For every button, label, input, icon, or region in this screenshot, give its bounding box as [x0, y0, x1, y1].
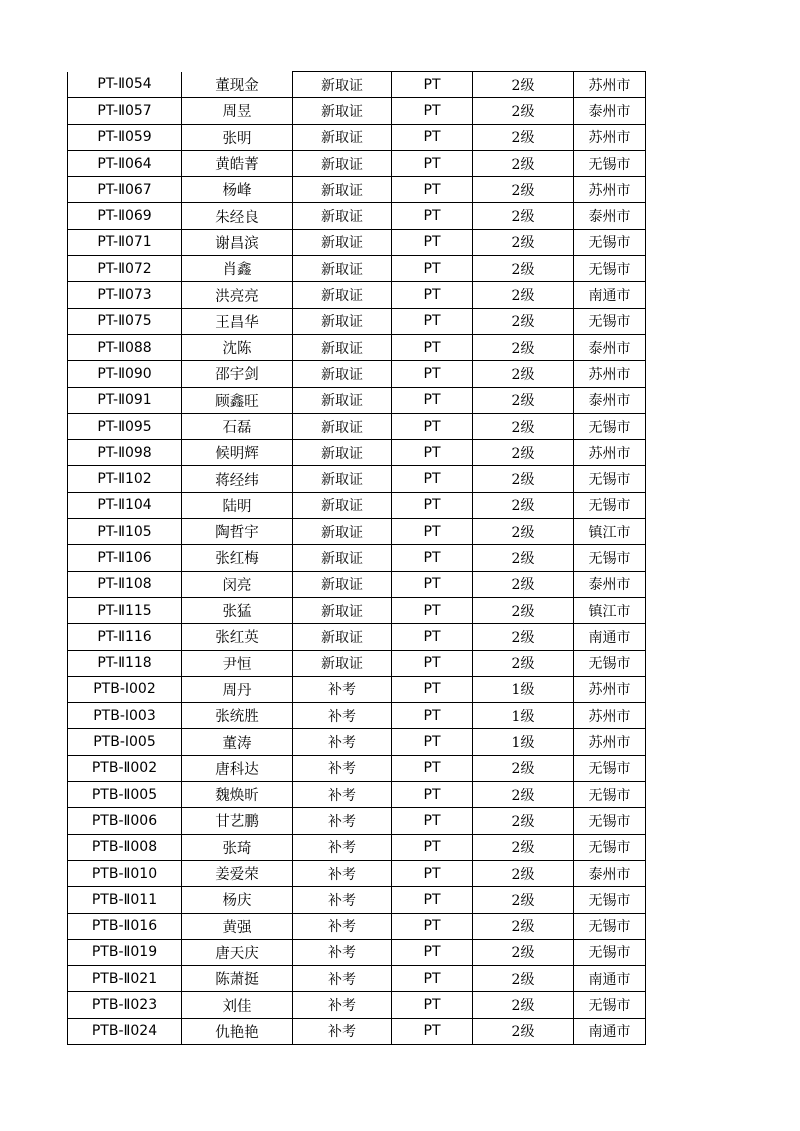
- city-cell: 无锡市: [574, 308, 646, 334]
- level-cell: 2级: [473, 203, 574, 229]
- candidate-code-cell: PTB-Ⅰ003: [68, 703, 182, 729]
- city-cell: 无锡市: [574, 755, 646, 781]
- candidate-name-cell: 刘佳: [182, 992, 293, 1018]
- exam-type-cell: 新取证: [293, 229, 392, 255]
- candidate-name-cell: 邵宇剑: [182, 361, 293, 387]
- candidate-name-cell: 蒋经纬: [182, 466, 293, 492]
- level-cell: 2级: [473, 177, 574, 203]
- candidate-name-cell: 洪亮亮: [182, 282, 293, 308]
- city-cell: 无锡市: [574, 650, 646, 676]
- city-cell: 苏州市: [574, 703, 646, 729]
- city-cell: 无锡市: [574, 229, 646, 255]
- city-cell: 镇江市: [574, 519, 646, 545]
- level-cell: 2级: [473, 124, 574, 150]
- table-row: [68, 729, 646, 755]
- level-cell: 2级: [473, 361, 574, 387]
- exam-type-cell: 新取证: [293, 545, 392, 571]
- table-row: [68, 571, 646, 597]
- level-cell: 2级: [473, 229, 574, 255]
- level-cell: 2级: [473, 834, 574, 860]
- level-cell: 2级: [473, 492, 574, 518]
- level-cell: 1级: [473, 703, 574, 729]
- exam-type-cell: 补考: [293, 808, 392, 834]
- table-row: [68, 966, 646, 992]
- level-cell: 2级: [473, 887, 574, 913]
- method-cell: PT: [392, 413, 473, 439]
- candidate-name-cell: 石磊: [182, 413, 293, 439]
- candidate-name-cell: 仇艳艳: [182, 1018, 293, 1044]
- level-cell: 2级: [473, 597, 574, 623]
- city-cell: 无锡市: [574, 939, 646, 965]
- city-cell: 无锡市: [574, 150, 646, 176]
- candidate-name-cell: 陈萧挺: [182, 966, 293, 992]
- level-cell: 2级: [473, 939, 574, 965]
- candidate-name-cell: 闵亮: [182, 571, 293, 597]
- candidate-name-cell: 董现金: [182, 72, 293, 98]
- table-row: [68, 860, 646, 886]
- candidate-name-cell: 张猛: [182, 597, 293, 623]
- level-cell: 1级: [473, 676, 574, 702]
- exam-type-cell: 补考: [293, 992, 392, 1018]
- candidate-name-cell: 唐科达: [182, 755, 293, 781]
- method-cell: PT: [392, 729, 473, 755]
- candidate-name-cell: 张琦: [182, 834, 293, 860]
- table-row: [68, 308, 646, 334]
- candidate-code-cell: PT-Ⅱ115: [68, 597, 182, 623]
- city-cell: 无锡市: [574, 913, 646, 939]
- table-row: [68, 887, 646, 913]
- table-row: [68, 1018, 646, 1044]
- city-cell: 南通市: [574, 624, 646, 650]
- method-cell: PT: [392, 177, 473, 203]
- city-cell: 泰州市: [574, 571, 646, 597]
- level-cell: 2级: [473, 1018, 574, 1044]
- table-row: [68, 597, 646, 623]
- table-row: [68, 492, 646, 518]
- candidate-name-cell: 沈陈: [182, 334, 293, 360]
- method-cell: PT: [392, 124, 473, 150]
- method-cell: PT: [392, 992, 473, 1018]
- table-row: [68, 256, 646, 282]
- roster-table: [67, 71, 646, 1045]
- candidate-name-cell: 顾鑫旺: [182, 387, 293, 413]
- candidate-code-cell: PTB-Ⅱ010: [68, 860, 182, 886]
- table-row: [68, 282, 646, 308]
- table-row: [68, 334, 646, 360]
- level-cell: 2级: [473, 466, 574, 492]
- level-cell: 2级: [473, 545, 574, 571]
- candidate-name-cell: 陶哲宇: [182, 519, 293, 545]
- candidate-name-cell: 周丹: [182, 676, 293, 702]
- city-cell: 无锡市: [574, 492, 646, 518]
- city-cell: 南通市: [574, 966, 646, 992]
- table-row: [68, 519, 646, 545]
- method-cell: PT: [392, 98, 473, 124]
- table-row: [68, 913, 646, 939]
- candidate-name-cell: 陆明: [182, 492, 293, 518]
- table-row: [68, 229, 646, 255]
- city-cell: 无锡市: [574, 413, 646, 439]
- method-cell: PT: [392, 334, 473, 360]
- method-cell: PT: [392, 387, 473, 413]
- city-cell: 无锡市: [574, 545, 646, 571]
- method-cell: PT: [392, 834, 473, 860]
- exam-type-cell: 新取证: [293, 308, 392, 334]
- method-cell: PT: [392, 624, 473, 650]
- exam-type-cell: 补考: [293, 1018, 392, 1044]
- table-row: [68, 703, 646, 729]
- level-cell: 2级: [473, 860, 574, 886]
- candidate-code-cell: PTB-Ⅱ023: [68, 992, 182, 1018]
- table-row: [68, 124, 646, 150]
- exam-type-cell: 新取证: [293, 150, 392, 176]
- level-cell: 2级: [473, 440, 574, 466]
- exam-type-cell: 新取证: [293, 124, 392, 150]
- candidate-code-cell: PT-Ⅱ067: [68, 177, 182, 203]
- candidate-code-cell: PT-Ⅱ054: [68, 72, 182, 98]
- city-cell: 无锡市: [574, 466, 646, 492]
- candidate-code-cell: PTB-Ⅱ006: [68, 808, 182, 834]
- candidate-code-cell: PT-Ⅱ073: [68, 282, 182, 308]
- level-cell: 2级: [473, 519, 574, 545]
- candidate-name-cell: 肖鑫: [182, 256, 293, 282]
- candidate-code-cell: PT-Ⅱ098: [68, 440, 182, 466]
- exam-type-cell: 补考: [293, 860, 392, 886]
- table-row: [68, 650, 646, 676]
- candidate-code-cell: PT-Ⅱ057: [68, 98, 182, 124]
- city-cell: 镇江市: [574, 597, 646, 623]
- exam-type-cell: 新取证: [293, 492, 392, 518]
- exam-type-cell: 补考: [293, 729, 392, 755]
- exam-type-cell: 新取证: [293, 413, 392, 439]
- candidate-name-cell: 董涛: [182, 729, 293, 755]
- city-cell: 无锡市: [574, 992, 646, 1018]
- level-cell: 1级: [473, 729, 574, 755]
- method-cell: PT: [392, 72, 473, 98]
- method-cell: PT: [392, 939, 473, 965]
- table-row: [68, 466, 646, 492]
- table-row: [68, 440, 646, 466]
- candidate-code-cell: PTB-Ⅱ016: [68, 913, 182, 939]
- city-cell: 苏州市: [574, 676, 646, 702]
- candidate-name-cell: 王昌华: [182, 308, 293, 334]
- table-row: [68, 992, 646, 1018]
- method-cell: PT: [392, 361, 473, 387]
- method-cell: PT: [392, 519, 473, 545]
- candidate-code-cell: PTB-Ⅱ019: [68, 939, 182, 965]
- level-cell: 2级: [473, 150, 574, 176]
- candidate-name-cell: 张统胜: [182, 703, 293, 729]
- candidate-code-cell: PTB-Ⅱ005: [68, 782, 182, 808]
- method-cell: PT: [392, 492, 473, 518]
- method-cell: PT: [392, 676, 473, 702]
- exam-type-cell: 补考: [293, 966, 392, 992]
- candidate-code-cell: PT-Ⅱ088: [68, 334, 182, 360]
- table-row: [68, 808, 646, 834]
- candidate-name-cell: 张红英: [182, 624, 293, 650]
- city-cell: 南通市: [574, 1018, 646, 1044]
- candidate-name-cell: 候明辉: [182, 440, 293, 466]
- method-cell: PT: [392, 256, 473, 282]
- candidate-code-cell: PTB-Ⅱ024: [68, 1018, 182, 1044]
- table-row: [68, 834, 646, 860]
- level-cell: 2级: [473, 913, 574, 939]
- exam-type-cell: 新取证: [293, 203, 392, 229]
- exam-type-cell: 补考: [293, 887, 392, 913]
- roster-table-body: [68, 72, 646, 1045]
- level-cell: 2级: [473, 755, 574, 781]
- table-row: [68, 203, 646, 229]
- candidate-name-cell: 黄强: [182, 913, 293, 939]
- exam-type-cell: 新取证: [293, 334, 392, 360]
- exam-type-cell: 新取证: [293, 361, 392, 387]
- candidate-code-cell: PT-Ⅱ069: [68, 203, 182, 229]
- exam-type-cell: 新取证: [293, 624, 392, 650]
- city-cell: 无锡市: [574, 782, 646, 808]
- candidate-name-cell: 张红梅: [182, 545, 293, 571]
- city-cell: 泰州市: [574, 334, 646, 360]
- candidate-code-cell: PTB-Ⅱ021: [68, 966, 182, 992]
- table-row: [68, 755, 646, 781]
- candidate-code-cell: PT-Ⅱ090: [68, 361, 182, 387]
- candidate-name-cell: 杨庆: [182, 887, 293, 913]
- method-cell: PT: [392, 597, 473, 623]
- level-cell: 2级: [473, 308, 574, 334]
- city-cell: 泰州市: [574, 203, 646, 229]
- candidate-name-cell: 黄皓菁: [182, 150, 293, 176]
- exam-type-cell: 新取证: [293, 256, 392, 282]
- method-cell: PT: [392, 860, 473, 886]
- candidate-code-cell: PT-Ⅱ118: [68, 650, 182, 676]
- exam-type-cell: 新取证: [293, 519, 392, 545]
- exam-type-cell: 新取证: [293, 387, 392, 413]
- city-cell: 泰州市: [574, 98, 646, 124]
- table-row: [68, 939, 646, 965]
- candidate-code-cell: PT-Ⅱ091: [68, 387, 182, 413]
- candidate-code-cell: PT-Ⅱ095: [68, 413, 182, 439]
- method-cell: PT: [392, 440, 473, 466]
- table-row: [68, 545, 646, 571]
- method-cell: PT: [392, 913, 473, 939]
- table-row: [68, 782, 646, 808]
- city-cell: 无锡市: [574, 887, 646, 913]
- level-cell: 2级: [473, 571, 574, 597]
- candidate-name-cell: 朱经良: [182, 203, 293, 229]
- exam-type-cell: 新取证: [293, 571, 392, 597]
- level-cell: 2级: [473, 256, 574, 282]
- table-row: [68, 72, 646, 98]
- city-cell: 无锡市: [574, 808, 646, 834]
- exam-type-cell: 补考: [293, 676, 392, 702]
- exam-type-cell: 补考: [293, 834, 392, 860]
- candidate-code-cell: PT-Ⅱ105: [68, 519, 182, 545]
- candidate-code-cell: PT-Ⅱ104: [68, 492, 182, 518]
- level-cell: 2级: [473, 98, 574, 124]
- level-cell: 2级: [473, 992, 574, 1018]
- exam-type-cell: 补考: [293, 913, 392, 939]
- exam-type-cell: 补考: [293, 782, 392, 808]
- candidate-code-cell: PTB-Ⅰ002: [68, 676, 182, 702]
- candidate-code-cell: PTB-Ⅱ008: [68, 834, 182, 860]
- candidate-code-cell: PT-Ⅱ106: [68, 545, 182, 571]
- table-row: [68, 177, 646, 203]
- candidate-name-cell: 姜爱荣: [182, 860, 293, 886]
- candidate-code-cell: PT-Ⅱ102: [68, 466, 182, 492]
- level-cell: 2级: [473, 808, 574, 834]
- candidate-code-cell: PT-Ⅱ059: [68, 124, 182, 150]
- candidate-name-cell: 魏焕昕: [182, 782, 293, 808]
- level-cell: 2级: [473, 782, 574, 808]
- level-cell: 2级: [473, 413, 574, 439]
- city-cell: 苏州市: [574, 124, 646, 150]
- level-cell: 2级: [473, 650, 574, 676]
- candidate-code-cell: PTB-Ⅱ002: [68, 755, 182, 781]
- table-row: [68, 150, 646, 176]
- method-cell: PT: [392, 466, 473, 492]
- method-cell: PT: [392, 808, 473, 834]
- city-cell: 苏州市: [574, 177, 646, 203]
- method-cell: PT: [392, 308, 473, 334]
- city-cell: 苏州市: [574, 729, 646, 755]
- method-cell: PT: [392, 966, 473, 992]
- table-row: [68, 361, 646, 387]
- city-cell: 苏州市: [574, 440, 646, 466]
- candidate-code-cell: PT-Ⅱ072: [68, 256, 182, 282]
- level-cell: 2级: [473, 966, 574, 992]
- exam-type-cell: 新取证: [293, 282, 392, 308]
- method-cell: PT: [392, 545, 473, 571]
- candidate-code-cell: PT-Ⅱ071: [68, 229, 182, 255]
- method-cell: PT: [392, 203, 473, 229]
- candidate-code-cell: PT-Ⅱ075: [68, 308, 182, 334]
- city-cell: 苏州市: [574, 361, 646, 387]
- exam-type-cell: 补考: [293, 703, 392, 729]
- candidate-name-cell: 尹恒: [182, 650, 293, 676]
- level-cell: 2级: [473, 387, 574, 413]
- method-cell: PT: [392, 1018, 473, 1044]
- method-cell: PT: [392, 229, 473, 255]
- candidate-code-cell: PT-Ⅱ064: [68, 150, 182, 176]
- exam-type-cell: 新取证: [293, 440, 392, 466]
- candidate-name-cell: 周昱: [182, 98, 293, 124]
- candidate-name-cell: 杨峰: [182, 177, 293, 203]
- exam-type-cell: 新取证: [293, 650, 392, 676]
- exam-type-cell: 补考: [293, 939, 392, 965]
- candidate-code-cell: PTB-Ⅱ011: [68, 887, 182, 913]
- candidate-name-cell: 唐天庆: [182, 939, 293, 965]
- method-cell: PT: [392, 150, 473, 176]
- city-cell: 泰州市: [574, 387, 646, 413]
- exam-type-cell: 新取证: [293, 72, 392, 98]
- city-cell: 泰州市: [574, 860, 646, 886]
- level-cell: 2级: [473, 282, 574, 308]
- level-cell: 2级: [473, 624, 574, 650]
- candidate-code-cell: PT-Ⅱ116: [68, 624, 182, 650]
- table-row: [68, 413, 646, 439]
- city-cell: 苏州市: [574, 72, 646, 98]
- method-cell: PT: [392, 282, 473, 308]
- table-row: [68, 676, 646, 702]
- exam-type-cell: 补考: [293, 755, 392, 781]
- candidate-name-cell: 谢昌滨: [182, 229, 293, 255]
- method-cell: PT: [392, 571, 473, 597]
- method-cell: PT: [392, 755, 473, 781]
- table-row: [68, 98, 646, 124]
- table-row: [68, 387, 646, 413]
- method-cell: PT: [392, 703, 473, 729]
- exam-type-cell: 新取证: [293, 177, 392, 203]
- city-cell: 无锡市: [574, 256, 646, 282]
- exam-type-cell: 新取证: [293, 98, 392, 124]
- level-cell: 2级: [473, 334, 574, 360]
- method-cell: PT: [392, 887, 473, 913]
- candidate-code-cell: PT-Ⅱ108: [68, 571, 182, 597]
- method-cell: PT: [392, 782, 473, 808]
- exam-type-cell: 新取证: [293, 597, 392, 623]
- candidate-name-cell: 甘艺鹏: [182, 808, 293, 834]
- candidate-code-cell: PTB-Ⅰ005: [68, 729, 182, 755]
- method-cell: PT: [392, 650, 473, 676]
- city-cell: 无锡市: [574, 834, 646, 860]
- candidate-name-cell: 张明: [182, 124, 293, 150]
- exam-type-cell: 新取证: [293, 466, 392, 492]
- level-cell: 2级: [473, 72, 574, 98]
- city-cell: 南通市: [574, 282, 646, 308]
- table-row: [68, 624, 646, 650]
